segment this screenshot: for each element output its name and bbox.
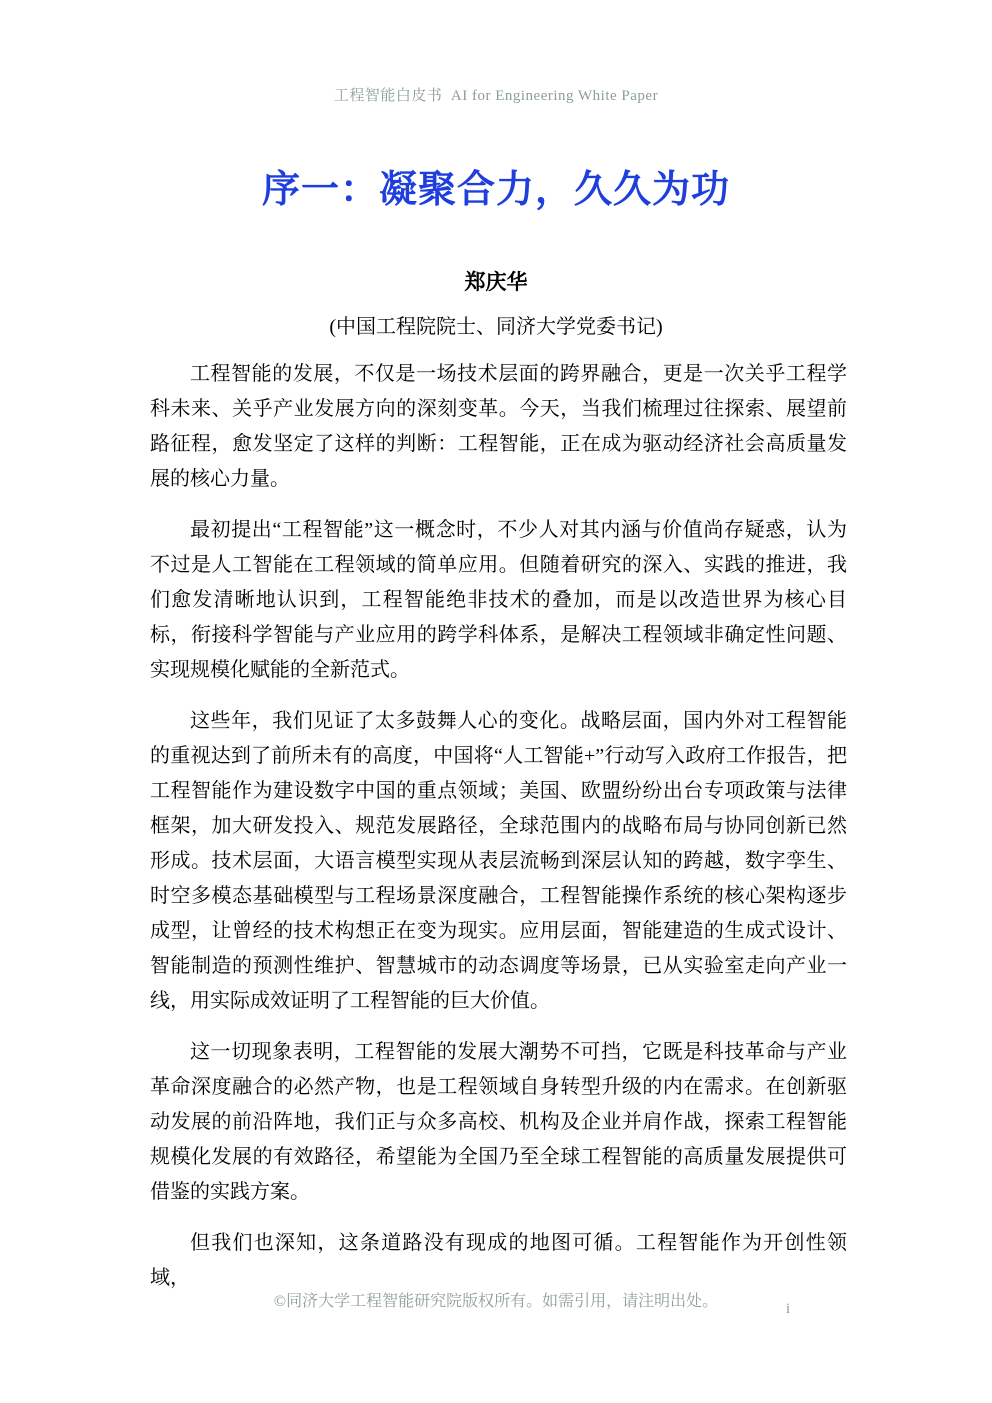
body-paragraph: 但我们也深知，这条道路没有现成的地图可循。工程智能作为开创性领域， — [150, 1232, 847, 1289]
footer-copyright: ©同济大学工程智能研究院版权所有。如需引用，请注明出处。 — [273, 1293, 719, 1310]
body-paragraph: 这些年，我们见证了太多鼓舞人心的变化。战略层面，国内外对工程智能的重视达到了前所未有的高度，中国将“人工智能+”行动写入政府工作报告，把工程智能作为建设数字中国的重点领域；美国、欧盟纷纷出台专项政策与法律框架，加大研发投入、规范发展路径，全球范围内的战略布局与协同创新已然形成。技术层面，大语言模型实现从表层流畅到深层认知的跨越，数字孪生、时空多模态基础模型与工程场景深度融合，工程智能操作系统的核心架构逐步成型，让曾经的技术构想正在变为现实。应用层面，智能建造的生成式设计、智能制造的预测性维护、智慧城市的动态调度等场景，已从实验室走向产业一线，用实际成效证明了工程智能的巨大价值。 — [150, 710, 847, 1012]
body-paragraph: 最初提出“工程智能”这一概念时，不少人对其内涵与价值尚存疑惑，认为不过是人工智能在工程领域的简单应用。但随着研究的深入、实践的推进，我们愈发清晰地认识到，工程智能绝非技术的叠加，而是以改造世界为核心目标，衔接科学智能与产业应用的跨学科体系，是解决工程领域非确定性问题、实现规模化赋能的全新范式。 — [150, 519, 847, 681]
body-paragraph: 这一切现象表明，工程智能的发展大潮势不可挡，它既是科技革命与产业革命深度融合的必然产物，也是工程领域自身转型升级的内在需求。在创新驱动发展的前沿阵地，我们正与众多高校、机构及企业并肩作战，探索工程智能规模化发展的有效路径，希望能为全国乃至全球工程智能的高质量发展提供可借鉴的实践方案。 — [150, 1041, 847, 1203]
author-affiliation: (中国工程院院士、同济大学党委书记) — [329, 316, 663, 338]
page-number: i — [786, 1301, 791, 1317]
running-header: 工程智能白皮书 AI for Engineering White Paper — [333, 88, 659, 104]
author-name: 郑庆华 — [464, 270, 528, 294]
page-title: 序一：凝聚合力，久久为功 — [261, 169, 730, 211]
document-body — [150, 357, 847, 1312]
body-paragraph: 工程智能的发展，不仅是一场技术层面的跨界融合，更是一次关乎工程学科未来、关乎产业发展方向的深刻变革。今天，当我们梳理过往探索、展望前路征程，愈发坚定了这样的判断：工程智能，正在成为驱动经济社会高质量发展的核心力量。 — [150, 363, 847, 490]
